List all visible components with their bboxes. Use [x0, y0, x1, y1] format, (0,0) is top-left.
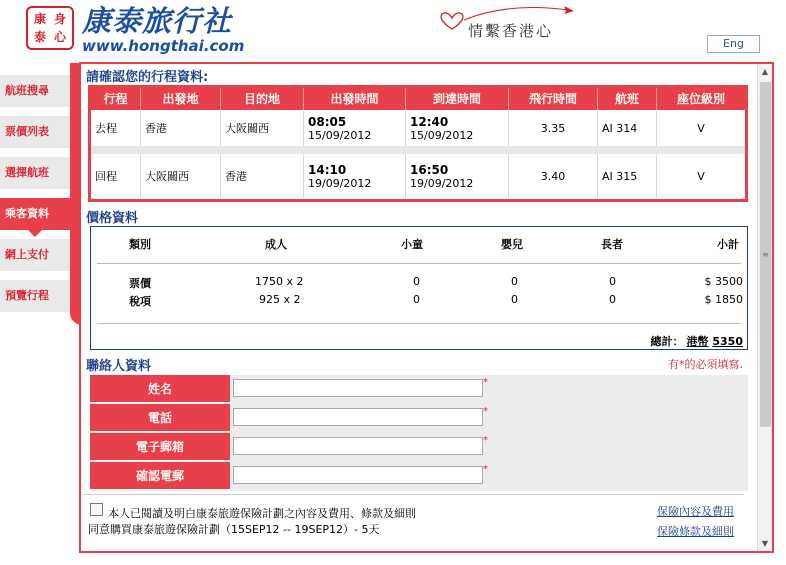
- arrival-date: 19/09/2012: [410, 176, 474, 190]
- brand-logo[interactable]: [26, 4, 256, 54]
- itinerary-row-divider: [91, 146, 745, 154]
- insurance-checkbox-label: 本人已閱讀及明白康泰旅遊保險計劃之內容及費用、條款及細則: [108, 507, 416, 520]
- phone-label: 電話: [90, 404, 230, 432]
- sidebar-item-fare-list[interactable]: 票價列表: [0, 116, 70, 148]
- departure-time: 08:05: [308, 114, 347, 129]
- scroll-down-arrow-icon[interactable]: ▼: [761, 539, 769, 548]
- arrival-time: 16:50: [410, 162, 449, 177]
- itinerary-flight: AI 315: [598, 154, 657, 198]
- confirm-email-field[interactable]: [233, 466, 483, 484]
- scroll-up-arrow-icon[interactable]: ▲: [761, 67, 769, 76]
- total-label: 總計：: [650, 335, 684, 348]
- price-total: [651, 333, 743, 349]
- price-table: [90, 226, 748, 350]
- itinerary-duration: 3.40: [509, 154, 598, 198]
- price-infant: 0: [511, 275, 518, 288]
- seal-char: 身: [53, 12, 66, 26]
- itinerary-col-arrival: 到達時間: [406, 88, 509, 110]
- price-subtotal: $ 1850: [704, 293, 743, 306]
- price-child: 0: [413, 275, 420, 288]
- name-label: 姓名: [90, 375, 230, 403]
- itinerary-from: 香港: [141, 110, 221, 146]
- price-col-child: 小童: [401, 238, 423, 251]
- sidebar-item-select-flight[interactable]: 選擇航班: [0, 157, 70, 189]
- itinerary-col-duration: 飛行時間: [509, 88, 598, 110]
- sidebar-item-online-payment[interactable]: 網上支付: [0, 239, 70, 271]
- active-step-arrow-icon: [28, 230, 42, 237]
- price-col-adult: 成人: [265, 238, 287, 251]
- arrival-time: 12:40: [410, 114, 449, 129]
- departure-time: 14:10: [308, 162, 347, 177]
- slogan-banner: [432, 4, 582, 44]
- brand-url: www.hongthai.com: [82, 37, 245, 55]
- price-senior: 0: [609, 275, 616, 288]
- table-row: [91, 154, 745, 198]
- required-mark: *: [483, 435, 488, 446]
- insurance-checkbox[interactable]: [90, 503, 103, 516]
- itinerary-departure: [304, 154, 406, 198]
- total-currency: 港幣: [686, 335, 709, 348]
- price-adult: 925 x 2: [259, 293, 301, 306]
- itinerary-trip: 回程: [91, 154, 141, 198]
- itinerary-trip: 去程: [91, 110, 141, 146]
- arrival-date: 15/09/2012: [410, 128, 474, 142]
- price-title: 價格資料: [86, 211, 139, 226]
- required-note: 有*的必須填寫.: [668, 358, 743, 371]
- itinerary-title: 請確認您的行程資料:: [86, 70, 209, 85]
- table-row: [91, 110, 745, 146]
- itinerary-to: 大阪關西: [221, 110, 304, 146]
- seal-char: 泰: [33, 30, 46, 44]
- itinerary-to: 香港: [221, 154, 304, 198]
- price-type: 票價: [129, 277, 151, 290]
- itinerary-col-trip: 行程: [91, 88, 141, 110]
- seal-char: 康: [33, 12, 46, 26]
- price-adult: 1750 x 2: [255, 275, 304, 288]
- price-header-divider: [97, 263, 741, 264]
- departure-date: 19/09/2012: [308, 176, 372, 190]
- price-col-type: 類別: [129, 238, 151, 251]
- itinerary-class: V: [697, 169, 705, 183]
- price-type: 稅項: [129, 295, 151, 308]
- itinerary-departure: [304, 110, 406, 146]
- itinerary-arrival: [406, 110, 509, 146]
- contact-form: [90, 375, 748, 491]
- confirm-email-label: 確認電郵: [90, 462, 230, 490]
- price-subtotal: $ 3500: [704, 275, 743, 288]
- itinerary-table: [88, 85, 748, 202]
- contact-title: 聯絡人資料: [86, 359, 152, 374]
- price-infant: 0: [511, 293, 518, 306]
- sidebar-item-passenger-info[interactable]: 乘客資料: [0, 198, 70, 230]
- slogan-text: 情繫香港心: [468, 22, 554, 40]
- scrollbar-thumb[interactable]: ≡: [760, 82, 771, 427]
- itinerary-from: 大阪關西: [141, 154, 221, 198]
- required-mark: *: [483, 406, 488, 417]
- price-col-subtotal: 小計: [717, 238, 739, 251]
- insurance-section: [84, 494, 744, 544]
- logo-seal-icon: [26, 6, 74, 50]
- sidebar-item-flight-search[interactable]: 航班搜尋: [0, 75, 70, 107]
- itinerary-class: V: [697, 121, 705, 135]
- itinerary-col-to: 目的地: [221, 88, 304, 110]
- itinerary-duration: 3.35: [509, 110, 598, 146]
- price-child: 0: [413, 293, 420, 306]
- departure-date: 15/09/2012: [308, 128, 372, 142]
- price-senior: 0: [609, 293, 616, 306]
- insurance-terms-link[interactable]: 保險條款及細則: [657, 525, 734, 538]
- itinerary-arrival: [406, 154, 509, 198]
- itinerary-flight: AI 314: [598, 110, 657, 146]
- email-label: 電子郵箱: [90, 433, 230, 461]
- insurance-content-link[interactable]: 保險內容及費用: [657, 505, 734, 518]
- price-col-senior: 長者: [601, 238, 623, 251]
- itinerary-col-flight: 航班: [598, 88, 657, 110]
- seal-char: 心: [53, 30, 66, 44]
- itinerary-col-from: 出發地: [141, 88, 221, 110]
- price-total-divider: [97, 323, 741, 324]
- itinerary-col-class: 座位級別: [676, 92, 725, 106]
- price-col-infant: 嬰兒: [501, 238, 523, 251]
- required-mark: *: [483, 377, 488, 388]
- itinerary-col-departure: 出發時間: [304, 88, 406, 110]
- language-button[interactable]: Eng: [707, 35, 760, 53]
- phone-field[interactable]: [233, 408, 483, 426]
- name-field[interactable]: [233, 379, 483, 397]
- sidebar-item-preview-itinerary[interactable]: 預覽行程: [0, 280, 70, 312]
- email-field[interactable]: [233, 437, 483, 455]
- brand-name: 康泰旅行社: [82, 4, 233, 38]
- insurance-agree-text: 同意購買康泰旅遊保險計劃（15SEP12 -- 19SEP12）- 5天: [88, 523, 380, 536]
- vertical-scrollbar[interactable]: [757, 64, 772, 551]
- required-mark: *: [483, 464, 488, 475]
- total-amount: 5350: [712, 335, 743, 348]
- itinerary-header-row: [91, 88, 745, 110]
